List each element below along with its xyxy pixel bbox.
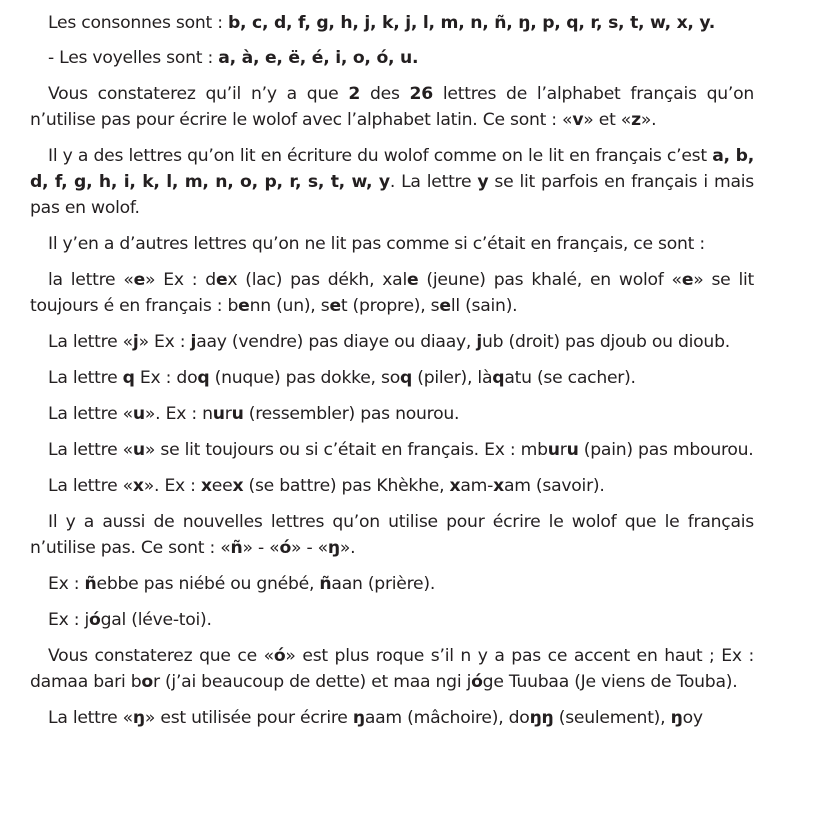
text-run: ». Ex : n [144,404,213,424]
bold-run: e [238,296,250,316]
text-run: (seulement), [553,708,671,728]
bold-run: ñ [230,538,243,558]
paragraph-lettres-absentes [30,81,754,133]
bold-run: v [572,110,584,130]
text-run: » - « [291,538,328,558]
bold-run: x [132,476,144,496]
text-run: La lettre « [48,708,133,728]
paragraph-exemple-n-tilde [30,571,754,597]
bold-run: ñ [84,574,97,594]
text-run: (se battre) pas Khèkhe, [243,476,450,496]
bold-run: ó [279,538,291,558]
text-run: ee [211,476,233,496]
text-run: ». [640,110,657,130]
bold-run: x [232,476,244,496]
bold-run: u [231,404,244,424]
text-run: x (lac) pas dékh, xal [227,270,407,290]
bold-run: q [122,368,135,388]
text-run: Vous constaterez qu’il n’y a que [48,84,349,104]
text-run: aay (vendre) pas diaye ou diaay, [196,332,477,352]
text-run: ». Ex : [143,476,201,496]
text-run: Ex : do [134,368,198,388]
bold-run: x [449,476,461,496]
bold-run: z [631,110,641,130]
text-run: » - « [242,538,280,558]
text-run: gal (léve-toi). [100,610,212,630]
text-run: am- [460,476,494,496]
text-run: nn (un), s [249,296,330,316]
bold-run: 26 [409,84,433,104]
bold-run: ó [273,646,286,666]
text-run: Vous constaterez que ce « [48,646,274,666]
text-run: r (j’ai beaucoup de dette) et maa ngi j [152,672,472,692]
bold-run: e [406,270,419,290]
bold-run: u [132,404,145,424]
bold-run: q [399,368,413,388]
bold-run: a, à, e, ë, é, i, o, ó, u. [218,48,419,68]
text-run: (jeune) pas khalé, en wolof « [418,270,682,290]
bold-run: b, c, d, f, g, h, j, k, j, l, m, n, ñ, ŋ, p, q, r, s, t, w, x, y. [227,13,716,33]
text-run: atu (se cacher). [504,368,636,388]
bold-run: e [439,296,451,316]
bold-run: y [477,172,489,192]
text-run: r [559,440,567,460]
paragraph-voyelles [30,45,754,71]
bold-run: ó [471,672,483,692]
text-run: » Ex : [138,332,191,352]
text-run: - Les voyelles sont : [48,48,219,68]
text-run: ub (droit) pas djoub ou dioub. [482,332,730,352]
bold-run: u [132,440,145,460]
text-run: (nuque) pas dokke, so [209,368,400,388]
text-run: r [224,404,232,424]
text-run: » est utilisée pour écrire [144,708,353,728]
bold-run: ó [89,610,101,630]
text-run: La lettre « [48,404,133,424]
paragraph-lettre-q [30,365,754,391]
bold-run: a, b, d, f, g, h, i, k, l, m, n, o, p, r, s, t, w, y [30,146,754,192]
text-run: » est plus roque s’il n y a pas ce accent en haut ; Ex : damaa bari b [30,646,754,692]
bold-run: e [215,270,228,290]
bold-run: ñ [319,574,332,594]
text-run: » et « [583,110,632,130]
paragraph-lettre-j [30,329,754,355]
text-run: ebbe pas niébé ou gnébé, [96,574,320,594]
bold-run: j [476,332,483,352]
text-run: La lettre « [48,440,133,460]
text-run: Les consonnes sont : [48,13,228,33]
bold-run: j [132,332,139,352]
paragraph-autres-lettres [30,231,754,257]
text-run: . La lettre [389,172,478,192]
bold-run: ŋŋ [529,708,554,728]
text-run: Ex : [48,574,85,594]
paragraph-o-accent [30,643,754,695]
text-run: Il y’en a d’autres lettres qu’on ne lit pas comme si c’était en français, ce sont : [48,234,705,254]
text-run: se lit parfois en français i mais pas en wolof. [30,172,755,218]
text-run: » se lit toujours é en français : b [30,270,755,316]
text-run: aam (mâchoire), do [364,708,530,728]
bold-run: 2 [348,84,361,104]
text-run: La lettre [48,368,123,388]
bold-run: u [212,404,225,424]
paragraph-lettre-eng [30,705,754,731]
text-run: la lettre « [48,270,134,290]
text-run: » se lit toujours ou si c’était en français. Ex : mb [144,440,548,460]
text-run: » Ex : d [145,270,216,290]
bold-run: x [493,476,504,496]
bold-run: u [547,440,560,460]
paragraph-exemple-o-accent [30,607,754,633]
bold-run: q [197,368,210,388]
text-run: ge Tuubaa (Je viens de Touba). [482,672,738,692]
bold-run: ŋ [352,708,365,728]
text-run: ». [339,538,356,558]
text-run: Il y a des lettres qu’on lit en écriture du wolof comme on le lit en français c’est [48,146,713,166]
paragraph-lettre-x [30,473,754,499]
bold-run: e [329,296,341,316]
text-run: t (propre), s [340,296,440,316]
bold-run: j [190,332,197,352]
bold-run: e [133,270,146,290]
text-run: ll (sain). [450,296,518,316]
text-run: aan (prière). [331,574,436,594]
text-run: Ex : j [48,610,90,630]
text-run: am (savoir). [503,476,605,496]
text-run: oy [682,708,703,728]
bold-run: ŋ [327,538,340,558]
bold-run: o [141,672,153,692]
text-run: La lettre « [48,332,133,352]
bold-run: u [566,440,579,460]
paragraph-lettre-u [30,401,754,427]
bold-run: e [681,270,694,290]
text-run: (ressembler) pas nourou. [243,404,460,424]
paragraph-nouvelles-lettres [30,509,754,561]
text-run: (pain) pas mbourou. [578,440,754,460]
text-run: Il y a aussi de nouvelles lettres qu’on utilise pour écrire le wolof que le français n’utilise pas. Ce sont : « [30,512,754,558]
text-run: des [360,84,410,104]
paragraph-consonnes [30,10,754,36]
bold-run: ŋ [132,708,145,728]
bold-run: ŋ [670,708,683,728]
paragraph-lettre-u-ou [30,437,754,463]
text-run: lettres de l’alphabet français qu’on n’utilise pas pour écrire le wolof avec l’alphabet latin. Ce sont : « [30,84,754,130]
bold-run: q [492,368,505,388]
paragraph-lettres-identiques [30,143,754,221]
paragraph-lettre-e [30,267,754,319]
text-run: La lettre « [48,476,133,496]
text-run: (piler), là [412,368,493,388]
bold-run: x [200,476,212,496]
